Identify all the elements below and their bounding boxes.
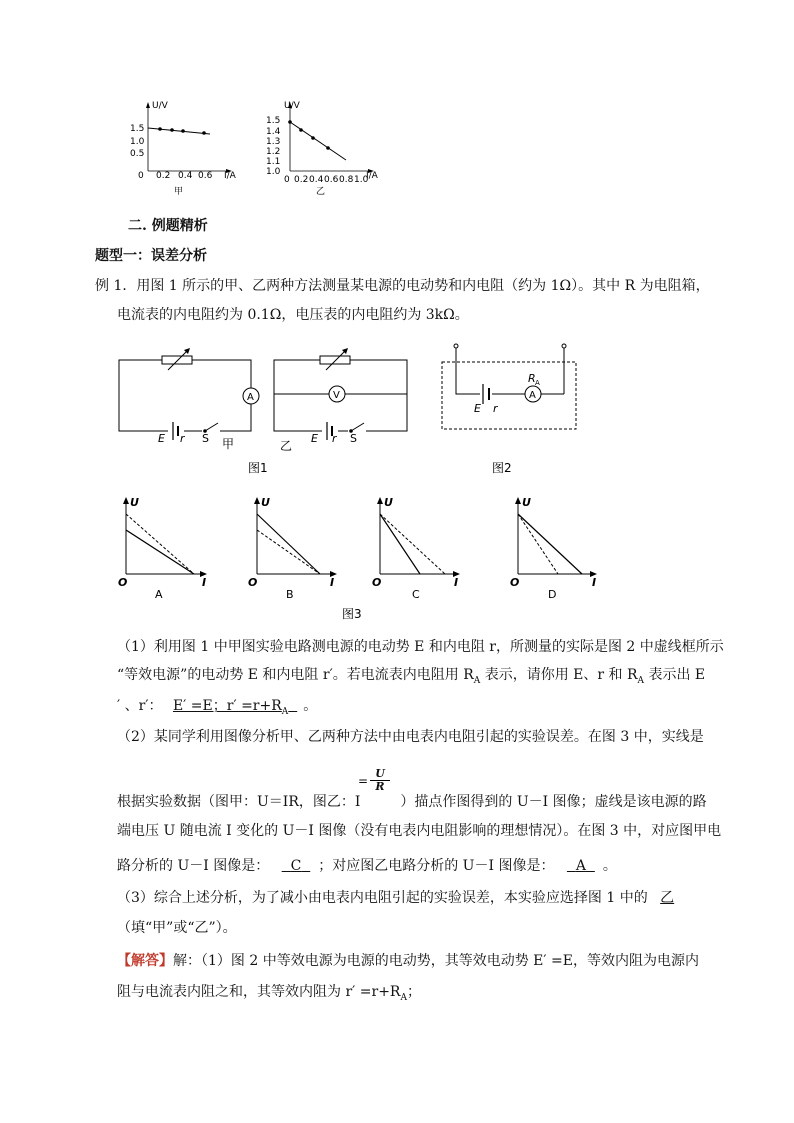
fig3-axis-i: I [592, 576, 597, 589]
fig3-panel-d [510, 496, 597, 601]
q1-answer-text: E′ =E；r′ =r+R [172, 698, 282, 714]
circuit-yi-E: E [311, 432, 318, 445]
fig1-caption: 图1 [248, 461, 268, 475]
fig3-axis-u: U [384, 496, 393, 509]
graph-jia [120, 96, 270, 201]
solution-line-2 [117, 982, 421, 1008]
fig3-caption: 图3 [342, 607, 362, 621]
fig3-axis-i: I [330, 576, 335, 589]
fig2-meter: A [529, 390, 536, 401]
fig3-origin: O [248, 576, 258, 589]
q2-line-1: （2）某同学利用图像分析甲、乙两种方法中由电表内电阻引起的实验误差。在图 3 中，实线是 [117, 729, 704, 745]
q2-frac-num: U [375, 767, 385, 780]
fig3-panel-label: A [155, 588, 163, 601]
circuit-yi-r: r [332, 432, 337, 445]
q2-line-4-part: 路分析的 U－I 图像是： [117, 858, 270, 874]
q2-frac-eq: = [358, 774, 369, 788]
graph-yi-ytick: 1.5 [266, 116, 281, 126]
rheostat-icon [162, 356, 192, 364]
circuit-yi-meter: V [333, 390, 340, 401]
fig2-RA-sub: A [535, 379, 540, 387]
q1-answer [167, 698, 303, 717]
q3-line-1-part: （3）综合上述分析，为了减小由电表内电阻引起的实验误差，本实验应选择图 1 中的 [117, 890, 653, 906]
q2-answer-1 [274, 858, 319, 874]
fig3-axis-i: I [202, 576, 207, 589]
circuit-jia-S: S [202, 432, 209, 445]
fig3-panel-c [372, 496, 460, 601]
graph-yi-xtick: 0.2 [294, 175, 309, 185]
circuit-jia-E: E [158, 432, 165, 445]
q3-answer: 乙 [660, 890, 675, 906]
section-title: 二. 例题精析 [128, 218, 208, 234]
graph-jia-xtick: 0.6 [198, 171, 213, 181]
q3-line-1 [117, 888, 674, 908]
q2-answer-1-text: C [290, 858, 302, 874]
solution-line-2-part: 阻与电流表内阻之和，其等效内阻为 r′ =r+R [117, 984, 401, 1000]
q2-frac-den: R [370, 780, 390, 793]
graph-yi-ylabel: U/V [284, 101, 300, 111]
circuit-yi-S: S [350, 432, 357, 445]
circuit-jia-meter: A [247, 392, 254, 403]
q2-answer-2 [559, 858, 603, 874]
fig3-panel-label: D [548, 588, 557, 601]
graph-jia-origin: 0 [138, 171, 144, 181]
example-line-1: 例 1．用图 1 所示的甲、乙两种方法测量某电源的电动势和内电阻（约为 1Ω）。其中 R 为电阻箱， [95, 278, 710, 294]
fig3-axis-i: I [454, 576, 459, 589]
q2-line-3: 端电压 U 随电流 I 变化的 U－I 图像（没有电表内电阻影响的理想情况）。在图 3 中，对应图甲电 [117, 823, 722, 839]
graph-jia-ylabel: U/V [152, 101, 168, 111]
graph-yi-ytick: 1.1 [266, 157, 281, 167]
q2-line-4-part: 。 [602, 858, 617, 874]
graph-yi-xtick: 0.8 [339, 175, 354, 185]
q2-answer-2-text: A [575, 858, 586, 874]
example-line-2: 电流表的内电阻约为 0.1Ω，电压表的内电阻约为 3kΩ。 [117, 307, 469, 323]
graph-yi-ytick: 1.0 [266, 167, 281, 177]
q1-sub: A [473, 675, 481, 686]
fig3-axis-u: U [522, 496, 531, 509]
solution-line-2-end: ； [406, 984, 421, 1000]
graph-yi-xtick: 0.4 [309, 175, 324, 185]
q1-line-2-part: 表示出 E [644, 667, 706, 683]
figure-1-circuits [110, 338, 430, 480]
graph-yi-ytick: 1.2 [266, 147, 281, 157]
graph-jia-xtick: 0.2 [156, 171, 171, 181]
q1-line-3 [117, 696, 317, 722]
fig3-origin: O [510, 576, 520, 589]
graph-yi-caption: 乙 [316, 187, 326, 197]
q2-line-2-part: ）描点作图得到的 U－I 图像；虚线是该电源的路 [400, 794, 707, 810]
graph-jia-xlabel: I/A [224, 171, 236, 181]
circuit-jia-r: r [180, 432, 185, 445]
graph-jia-caption: 甲 [174, 187, 184, 197]
fig3-panel-a [118, 496, 207, 601]
graph-yi-ytick: 1.3 [266, 137, 281, 147]
graph-yi-ytick: 1.4 [266, 127, 281, 137]
circuit-yi [274, 348, 407, 453]
q2-line-4 [117, 856, 617, 876]
q1-line-2-part: “等效电源”的电动势 E 和内电阻 r′。若电流表内电阻用 R [117, 667, 474, 683]
q2-line-4-part: ；对应图乙电路分析的 U－I 图像是： [318, 858, 555, 874]
solution-sub: A [400, 992, 407, 1003]
figure-3-graphs [110, 492, 610, 628]
fig2-caption: 图2 [492, 461, 512, 475]
q1-line-3-end: 。 [303, 698, 318, 714]
graph-jia-ytick: 0.5 [130, 149, 145, 159]
figure-2-circuit [438, 338, 588, 480]
q1-line-3-part: ′ 、r′： [117, 698, 163, 714]
fig3-axis-u: U [261, 496, 270, 509]
rheostat-icon [320, 356, 350, 364]
solution-line-1-text: 解：（1）图 2 中等效电源为电源的电动势，其等效电动势 E′ =E，等效内阻为电源内 [173, 953, 699, 969]
q1-line-2-part: 表示，请你用 E、r 和 R [480, 667, 638, 683]
q2-line-2 [117, 792, 707, 812]
fig2-RA: R [528, 372, 536, 385]
circuit-jia [119, 348, 259, 451]
fig2-E: E [474, 402, 481, 415]
graph-jia-ytick: 1.0 [130, 137, 145, 147]
q1-sub: A [637, 675, 645, 686]
q2-line-2-part: 根据实验数据（图甲：U＝IR，图乙：I [117, 794, 361, 810]
q1-line-1: （1）利用图 1 中甲图实验电路测电源的电动势 E 和内电阻 r，所测量的实际是图 2 中虚线框所示 [117, 639, 724, 655]
fig2-r: r [493, 402, 498, 415]
circuit-jia-name: 甲 [222, 437, 235, 451]
graph-yi-xlabel: I/A [366, 171, 378, 181]
equivalent-source-box [442, 362, 576, 429]
fig3-origin: O [372, 576, 382, 589]
fig3-origin: O [118, 576, 128, 589]
q2-fraction [370, 768, 390, 793]
fig3-panel-label: C [412, 588, 420, 601]
solution-line-1 [117, 951, 699, 971]
graph-jia-xtick: 0.4 [178, 171, 193, 181]
q1-line-2 [117, 665, 705, 691]
graph-yi-xtick: 0.6 [324, 175, 339, 185]
graph-jia-ytick: 1.5 [130, 124, 145, 134]
q1-answer-sub: A [281, 706, 289, 717]
type-title: 题型一：误差分析 [95, 248, 207, 264]
solution-tag: 【解答】 [117, 953, 173, 969]
q3-line-2: （填“甲”或“乙”）。 [117, 920, 237, 936]
circuit-yi-name: 乙 [280, 439, 293, 453]
fig3-panel-label: B [286, 588, 294, 601]
graph-yi-origin: 0 [284, 175, 290, 185]
fig3-panel-b [248, 496, 337, 601]
graph-yi-xtick: 1.0 [354, 175, 369, 185]
graph-yi [260, 96, 400, 201]
fig3-axis-u: U [130, 496, 139, 509]
